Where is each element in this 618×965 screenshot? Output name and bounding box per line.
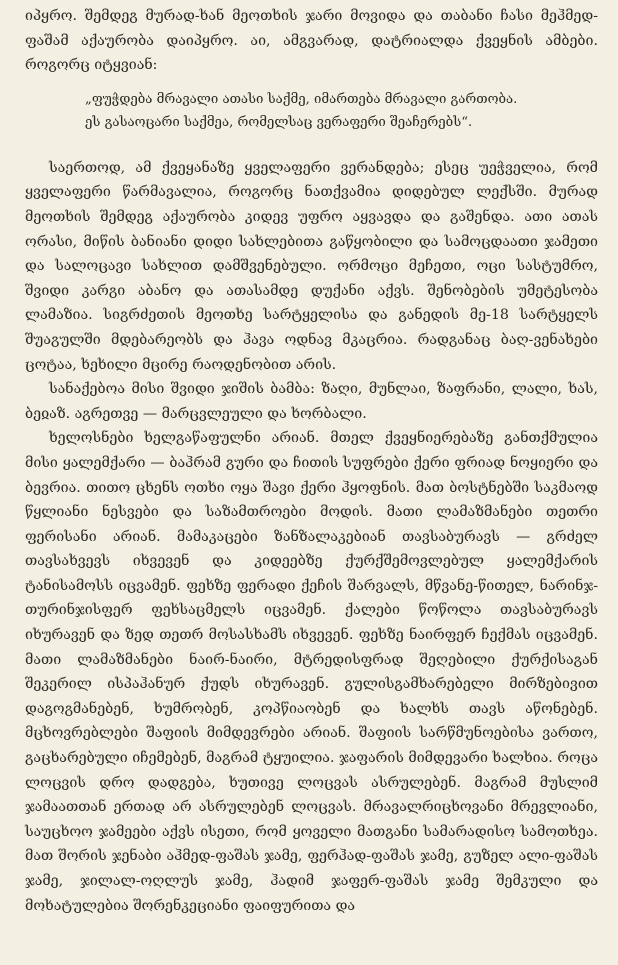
body-paragraph-cotton: სანაქებოა მისი შვიდი ჯიშის ბამბა: ზაღი, მუნლაი, ზაფრანი, ლალი, ხას, ბეჲაზ. აგრეთვე — მარცვლეული და ხორბალი. (25, 381, 598, 422)
body-paragraph-craftsmen (25, 426, 598, 918)
craftsmen-text: ხელოსნები ხელგაწაფულნი არიან. მთელ ქვეყნიერებაზე განთქმულია მისი ყალემქარი — ბაჰრამ გური და ჩითის სუფრები ქერი ფრიად ნოყიერი და ბევრია. თითო ცხენს ოთხი ოყა შავი ქერი ჰყოფნის. მათ ბოსტნებში საკმაოდ წყლიანი ნესვები და საზამთროები მოდის. მათი ლამაზმანები თეთრი ფერისანი არიან. მამაკაცები ზანზალაკებიან თავსაბურავს — გრძელ თავსახვევს იხვევენ და კიდეებზე ქურქშემოვლებულ ყალემქარის ტანისამოსს იცვამენ. ფეხზე ფერადი ქეჩის შარვალს, მწვანე-წითელ, ნარინჯ-თურინჯისფერ ფეხსაცმელს იცვამენ. ქალები წოწოლა თავსაბურავს იხურავენ და ზედ თეთრ მოსასხამს იხვევენ. ფეხზე ნაირფერ ჩექმას იცვამენ. მათი ლამაზმანები ნაირ-ნაირი, მტრედისფრად შეღებილი ქურქისაგან შეკერილ ისპაჰანურ ქუდს იხურავენ. გულისგამხარებელი მირზებივით დაგოგმანებენ, ხუმრობენ, კოპწიაობენ და ხალხს თავს აწონებენ. მცხოვრებლები შაფიის მიმდევრები არიან. შაფიის სარწმუნოებისა ვართო, გაცხარებული იჩემებენ, მაგრამ ტყუილია. ჯაფარის მიმდევარი ხალხია. როცა ლოცვის დრო დადგება, ხუთივე ლოცვას ასრულებენ. მაგრამ მუსლიმ ჯამაათთან ერთად არ ასრულებენ ლოცვას. მრავალრიცხოვანი მრევლიანი, საუცხოო ჯამეები აქვს ისეთი, რომ ყოველი მათგანი სამარადისო სამოთხეა. მათ შორის ჯენაბი აჰმედ-ფაშას ჯამე, ფერჰად-ფაშას ჯამე, გუზელ ალი-ფაშას ჯამე, ჯილალ-ოღლუს ჯამე, ჰადიმ ჯაფერ-ფაშას ჯამე შემკული და მოხატულებია შორენკეციანი ფაიფურითა და (25, 430, 598, 914)
verse-line-1: „ფუჭდება მრავალი ათასი საქმე, იმართება მრავალი გართობა. (85, 91, 518, 107)
opening-paragraph: იპყრო. შემდეგ მურად-ხან მეოთხის ჯარი მოვიდა და თაბანი ჩასი მეჰმედ-ფაშამ აქაურობა დაიპყრო. აი, ამგვარად, დატრიალდა ქვეყნის ამბები. როგორც იტყვიან: (25, 8, 598, 74)
body-paragraph-general: საერთოდ, ამ ქვეყანაზე ყველაფერი ვერანდება; ესეც უეჭველია, რომ ყველაფერი წარმავალია, როგორც ნათქვამია დიდებულ ლექსში. მურად მეოთხის შემდეგ აქაურობა კიდევ უფრო აყვავდა და გაშენდა. ათი ათას ორასი, მიწის ბანიანი დიდი სახლებითა გაწყობილი და სამოცდაათი ჯამეთი და სალოცავი სახლით დამშვენებული. ორმოცი მეჩეთი, ოცი სასტუმრო, შვიდი კარგი აბანო და ათასამდე დუქანი აქვს. შენობების უმეტესობა ლამაზია. სიგრძეთის მეოთხე სარტყელისა და განედის მე-18 სარტყელს შუაგულში მდებარეობს და ჰავა ოდნავ მკაცრია. რადგანაც ბაღ-ვენახები ცოტაა, ხეხილი მცირე რაოდენობით არის. (25, 159, 598, 373)
verse-line-2: ეს გასაოცარი საქმეა, რომელსაც ვერაფერი შეაჩერებს“. (85, 114, 473, 130)
verse-quote (85, 88, 598, 134)
